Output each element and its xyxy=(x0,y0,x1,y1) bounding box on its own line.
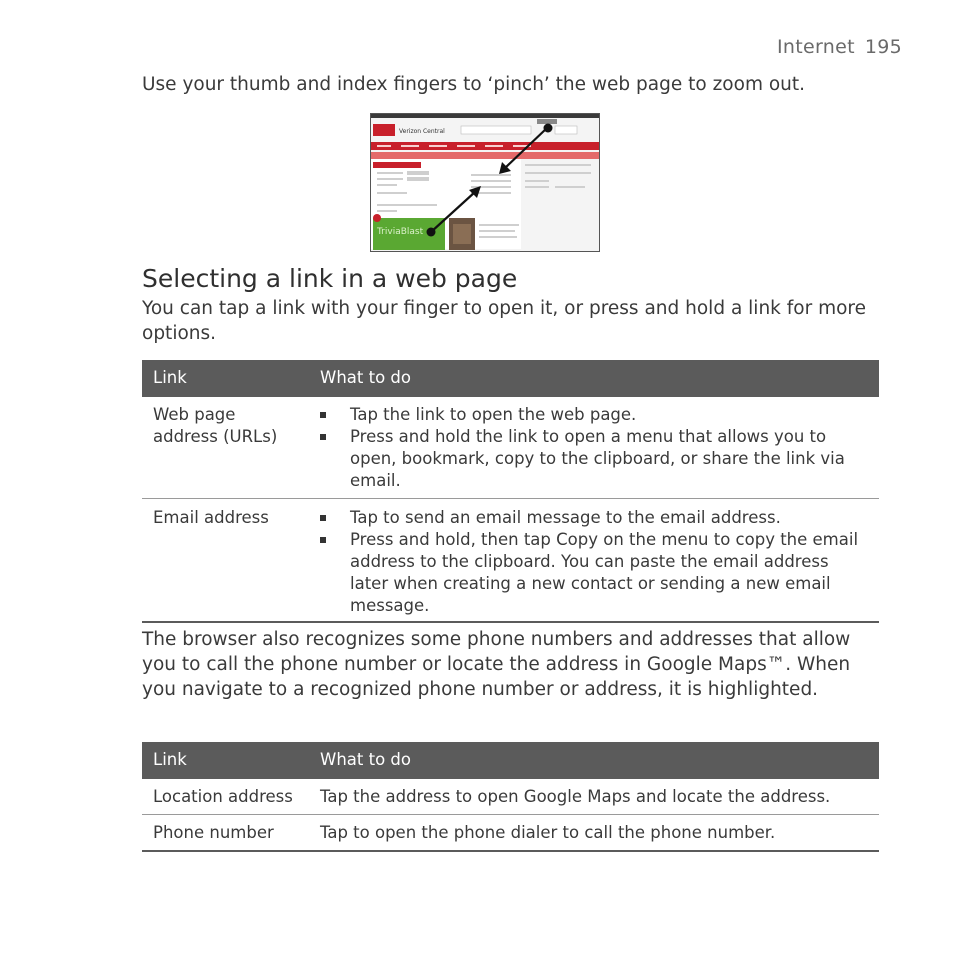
bullet-icon xyxy=(320,515,326,521)
instruction-cell: Tap the address to open Google Maps and locate the address. xyxy=(309,779,879,815)
instruction-cell: Tap to open the phone dialer to call the phone number. xyxy=(309,815,879,852)
intro-text: Use your thumb and index fingers to ‘pinch’ the web page to zoom out. xyxy=(142,74,806,95)
bullet-icon xyxy=(320,537,326,543)
bullet-icon xyxy=(320,434,326,440)
instruction-text: Tap the link to open the web page. xyxy=(350,405,637,424)
list-item xyxy=(320,529,869,617)
link-type-cell: Location address xyxy=(142,779,309,815)
bullet-icon xyxy=(320,412,326,418)
link-type-cell: Web page address (URLs) xyxy=(142,397,309,499)
table-header-row xyxy=(142,360,879,397)
link-type-cell: Phone number xyxy=(142,815,309,852)
list-item xyxy=(320,507,869,529)
pinch-zoom-screenshot xyxy=(370,113,600,252)
instruction-text: Press and hold, then tap Copy on the menu to copy the email address to the clipboard. You can paste the email address later when creating a new contact or sending a new email message. xyxy=(350,530,859,615)
table-row xyxy=(142,779,879,815)
table-row xyxy=(142,815,879,852)
list-item xyxy=(320,426,869,492)
instruction-cell xyxy=(309,397,879,499)
header-section: Internet xyxy=(776,36,855,58)
banner-text: TriviaBlast xyxy=(377,227,424,237)
link-type-cell: Email address xyxy=(142,499,309,623)
recognized-links-table xyxy=(142,742,879,852)
instruction-list xyxy=(320,404,869,492)
page-header xyxy=(0,36,902,58)
table-row xyxy=(142,397,879,499)
section-intro: You can tap a link with your finger to open it, or press and hold a link for more options. xyxy=(142,298,867,344)
instruction-text: Press and hold the link to open a menu that allows you to open, bookmark, copy to the clipboard, or share the link via email. xyxy=(350,427,845,490)
list-item xyxy=(320,404,869,426)
links-table xyxy=(142,360,879,623)
column-header-link: Link xyxy=(142,742,309,779)
instruction-list xyxy=(320,507,869,617)
column-header-link: Link xyxy=(142,360,309,397)
site-name: Verizon Central xyxy=(399,128,445,135)
browser-thumbnail xyxy=(371,114,599,251)
page-number: 195 xyxy=(864,36,902,58)
column-header-what-to-do: What to do xyxy=(309,360,879,397)
instruction-text: Tap to send an email message to the email address. xyxy=(350,508,781,527)
table-row xyxy=(142,499,879,623)
instruction-cell xyxy=(309,499,879,623)
section-title: Selecting a link in a web page xyxy=(142,264,518,293)
column-header-what-to-do: What to do xyxy=(309,742,879,779)
browser-recognition-paragraph: The browser also recognizes some phone numbers and addresses that allow you to call the phone number or locate the address in Google Maps™. When you navigate to a recognized phone number or address, it is highlighted. xyxy=(142,629,851,700)
table-header-row xyxy=(142,742,879,779)
